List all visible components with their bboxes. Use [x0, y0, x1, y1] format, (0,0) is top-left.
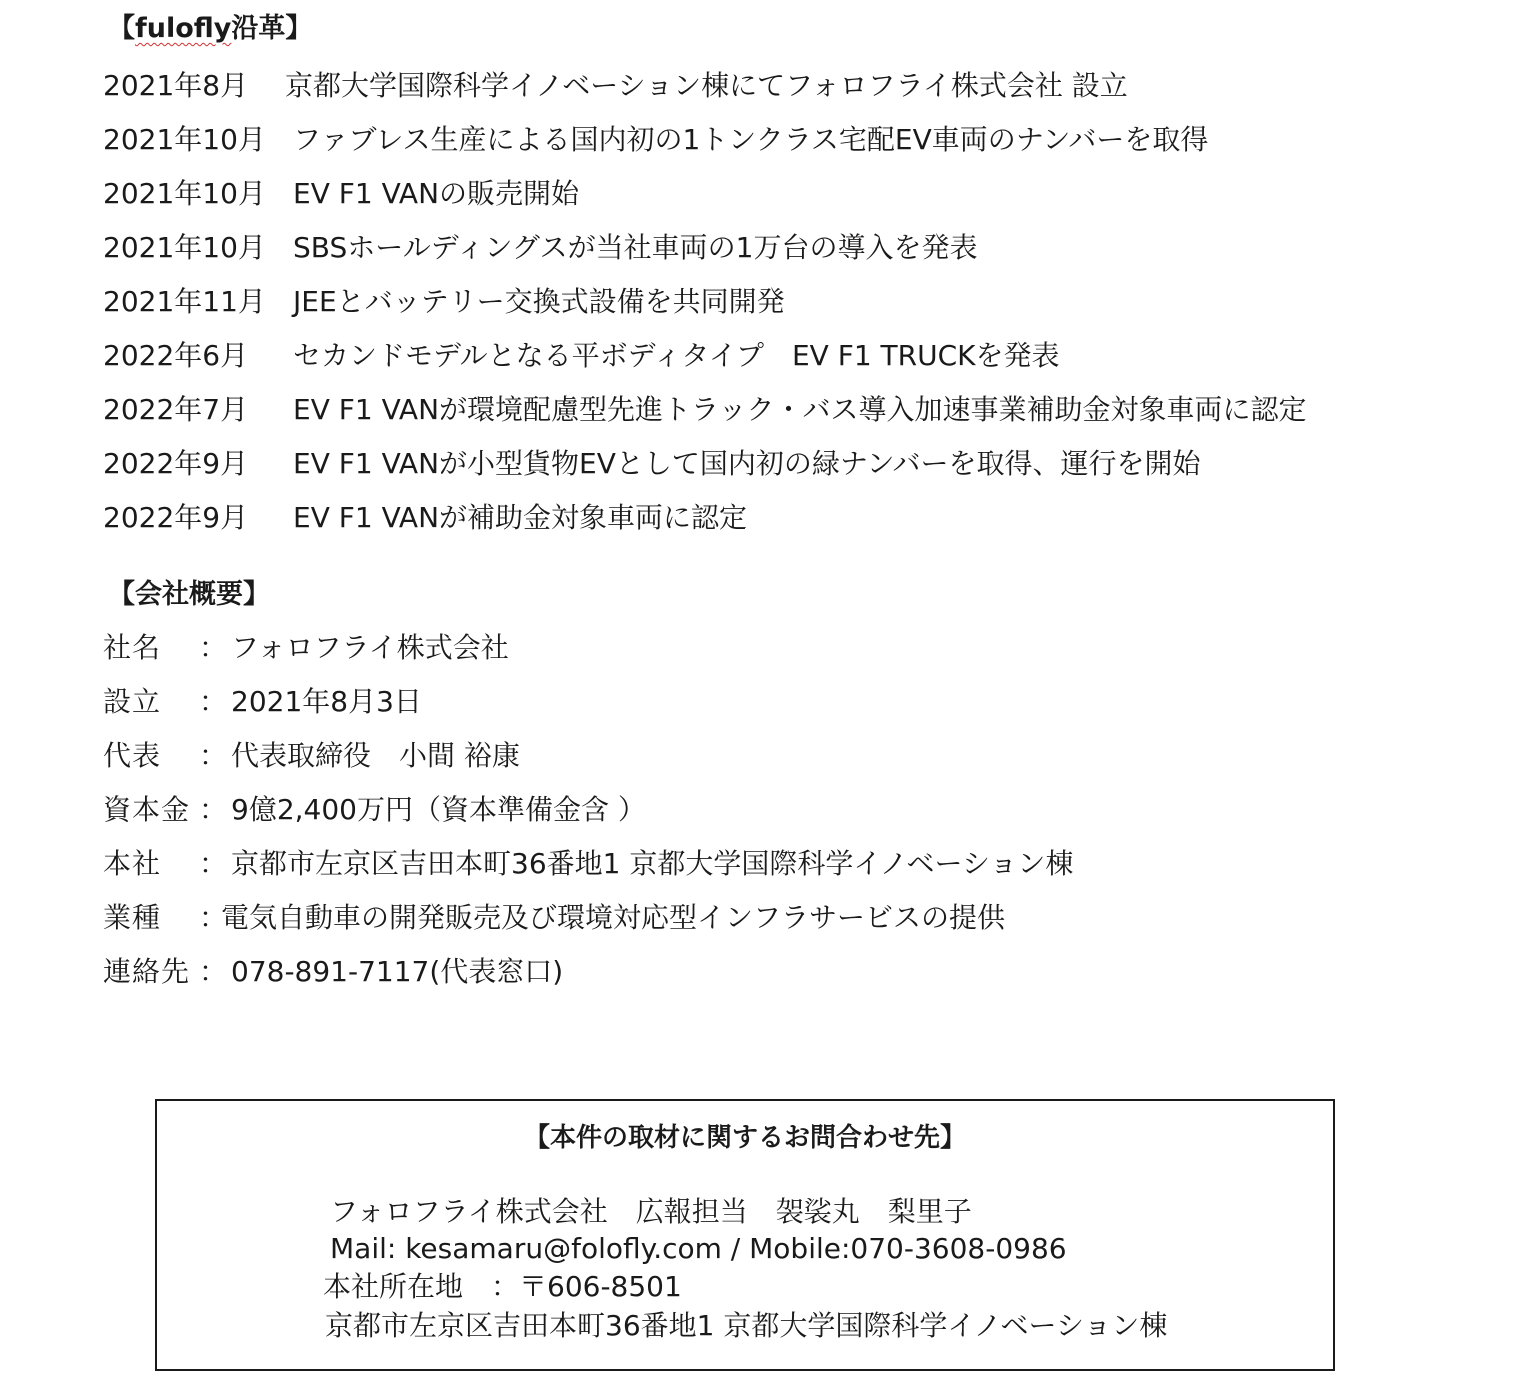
overview-row-capital	[103, 781, 1503, 835]
history-entry	[103, 327, 1503, 381]
history-text: JEEとバッテリー交換式設備を共同開発	[293, 285, 785, 318]
overview-colon: ：	[199, 793, 228, 826]
overview-colon: ：	[199, 631, 228, 664]
history-text: EV F1 VANが補助金対象車両に認定	[293, 501, 748, 534]
overview-value: フォロフライ株式会社	[231, 631, 509, 664]
overview-value: 代表取締役 小間 裕康	[231, 739, 520, 772]
contact-person: フォロフライ株式会社 広報担当 袈裟丸 梨里子	[330, 1195, 972, 1228]
overview-colon: ：	[199, 739, 228, 772]
overview-label: 社名	[103, 631, 162, 664]
history-text: EV F1 VANの販売開始	[293, 177, 580, 210]
history-text: EV F1 VANが環境配慮型先進トラック・バス導入加速事業補助金対象車両に認定	[293, 393, 1307, 426]
history-text: SBSホールディングスが当社車両の1万台の導入を発表	[293, 231, 978, 264]
history-date: 2022年9月	[103, 447, 249, 480]
contact-address: 京都市左京区吉田本町36番地1 京都大学国際科学イノベーション棟	[325, 1309, 1168, 1342]
history-entry	[103, 219, 1503, 273]
history-entry	[103, 273, 1503, 327]
history-date: 2022年9月	[103, 501, 249, 534]
overview-row-name	[103, 619, 1503, 673]
history-heading-brand: fulofly	[135, 13, 232, 44]
history-entry	[103, 111, 1503, 165]
overview-list	[103, 619, 1503, 997]
overview-colon: ：	[199, 847, 228, 880]
overview-row-headquarters	[103, 835, 1503, 889]
contact-title: 【本件の取材に関するお問合わせ先】	[523, 1123, 966, 1153]
overview-label: 連絡先	[103, 955, 191, 988]
overview-label: 本社	[103, 847, 162, 880]
overview-label: 代表	[103, 739, 162, 772]
history-date: 2021年10月	[103, 177, 266, 210]
history-text: セカンドモデルとなる平ボディタイプ EV F1 TRUCKを発表	[293, 339, 1060, 372]
history-date: 2021年8月	[103, 69, 249, 102]
overview-colon: ：	[199, 955, 228, 988]
history-entry	[103, 489, 1503, 543]
contact-address-label: 本社所在地 ：〒606-8501	[323, 1270, 682, 1303]
contact-mail-mobile: Mail: kesamaru@folofly.com / Mobile:070-3608-0986	[330, 1232, 1067, 1265]
overview-row-contact	[103, 943, 1503, 997]
history-text: EV F1 VANが小型貨物EVとして国内初の緑ナンバーを取得、運行を開始	[293, 447, 1201, 480]
overview-row-business	[103, 889, 1503, 943]
history-text: ファブレス生産による国内初の1トンクラス宅配EV車両のナンバーを取得	[293, 123, 1209, 156]
history-heading	[108, 12, 312, 46]
history-entry	[103, 435, 1503, 489]
overview-row-established	[103, 673, 1503, 727]
overview-heading: 【会社概要】	[108, 579, 270, 610]
history-entry	[103, 57, 1503, 111]
history-entry	[103, 381, 1503, 435]
history-list	[103, 57, 1503, 543]
overview-value: 9億2,400万円（資本準備金含 ）	[231, 793, 646, 826]
history-date: 2022年6月	[103, 339, 249, 372]
history-date: 2022年7月	[103, 393, 249, 426]
history-date: 2021年10月	[103, 231, 266, 264]
overview-colon: ：	[199, 901, 228, 934]
history-heading-rest: 沿革】	[231, 13, 313, 44]
history-date: 2021年11月	[103, 285, 266, 318]
history-date: 2021年10月	[103, 123, 266, 156]
history-text: 京都大学国際科学イノベーション棟にてフォロフライ株式会社 設立	[285, 69, 1128, 102]
overview-label: 設立	[103, 685, 162, 718]
history-heading-open: 【	[108, 13, 135, 44]
press-contact-box	[155, 1099, 1335, 1371]
overview-colon: ：	[199, 685, 228, 718]
overview-label: 業種	[103, 901, 162, 934]
overview-value: 2021年8月3日	[231, 685, 422, 718]
overview-value: 京都市左京区吉田本町36番地1 京都大学国際科学イノベーション棟	[231, 847, 1074, 880]
overview-value: 078-891-7117(代表窓口)	[231, 955, 564, 988]
overview-value: 電気自動車の開発販売及び環境対応型インフラサービスの提供	[221, 901, 1006, 934]
history-entry	[103, 165, 1503, 219]
overview-label: 資本金	[103, 793, 191, 826]
overview-row-representative	[103, 727, 1503, 781]
